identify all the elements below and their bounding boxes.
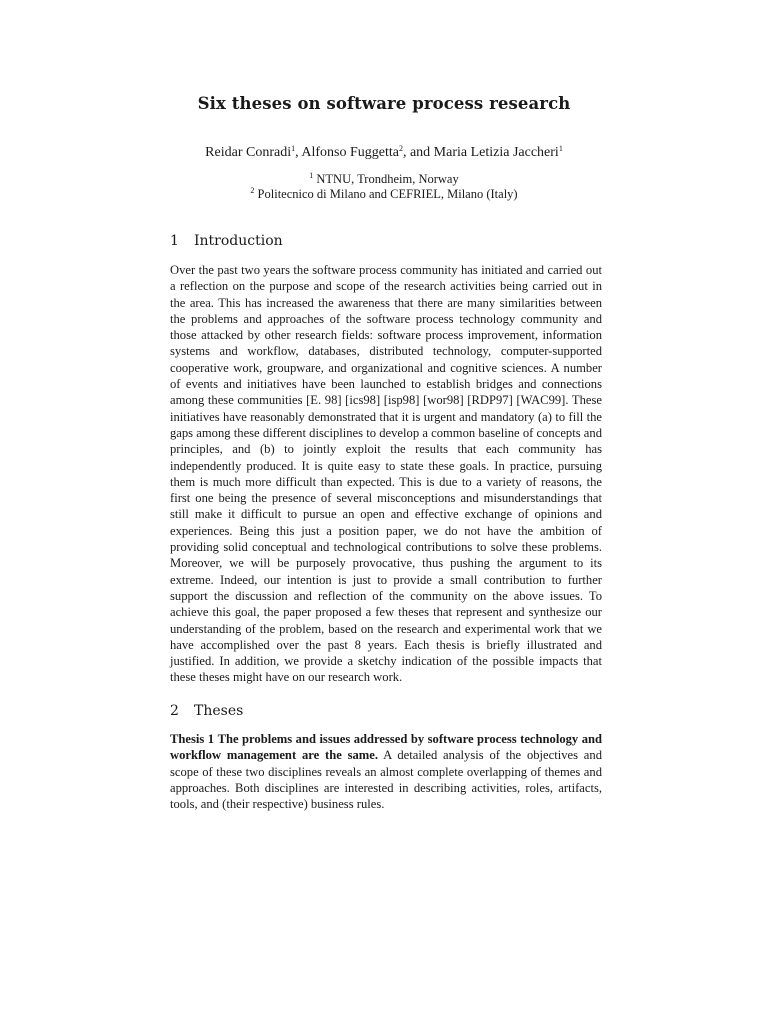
author-name: Reidar Conradi xyxy=(205,145,292,160)
section-title: Theses xyxy=(194,703,244,719)
thesis-body: A detailed analysis of the objectives and scope of these two disciplines reveals an almost complete overlapping of themes and approaches. Both disciplines are interested in describing activities, roles, artifacts, tools, and (their respective) business rules. xyxy=(170,748,602,812)
section-heading-introduction xyxy=(170,233,283,249)
author-name: Alfonso Fuggetta xyxy=(301,145,399,160)
affiliation-mark: 1 xyxy=(309,171,314,180)
affiliation-mark: 1 xyxy=(558,144,563,153)
introduction-paragraph: Over the past two years the software process community has initiated and carried out a reflection on the purpose and scope of the research activities being carried out in the area. This has increased the awareness that there are many similarities between the problems and approaches of the software process technology community and those attacked by other research fields: software process improvement, information systems and workflow, databases, distributed technology, computer-supported cooperative work, groupware, and organizational and cognitive sciences. A number of events and initiatives have been launched to establish bridges and connections among these communities [E. 98] [ics98] [isp98] [wor98] [RDP97] [WAC99]. These initiatives have reasonably demonstrated that it is urgent and mandatory (a) to fill the gaps among these different disciplines to develop a common baseline of concepts and principles, and (b) to jointly exploit the results that each community has independently produced. It is quite easy to state these goals. In practice, pursuing them is much more difficult than expected. This is due to a variety of reasons, the first one being the presence of several misconceptions and misunderstandings that still make it difficult to pursue an open and effective exchange of opinions and experiences. Being this just a position paper, we do not have the ambition of providing solid conceptual and technological contributions to solve these problems. Moreover, we will be purposely provocative, thus pushing the argument to its extreme. Indeed, our intention is just to provide a small contribution to further support the discussion and reflection of the community on the above issues. To achieve this goal, the paper proposed a few theses that represent and synthesize our understanding of the problem, based on the research and experimental work that we have accomplished over the past 8 years. Each thesis is briefly illustrated and justified. In addition, we provide a sketchy indication of the possible impacts that these theses might have on our research work. xyxy=(170,263,602,685)
paper-title: Six theses on software process research xyxy=(197,94,571,113)
affiliation-mark: 2 xyxy=(398,144,403,153)
affiliation-line xyxy=(0,172,768,187)
affiliation-mark: 1 xyxy=(291,144,296,153)
section-number: 1 xyxy=(170,233,179,249)
affiliation-line xyxy=(0,187,768,202)
section-heading-theses xyxy=(170,703,243,719)
author-separator: , xyxy=(295,145,302,160)
affiliation-mark: 2 xyxy=(250,186,255,195)
author-list xyxy=(0,145,768,161)
section-number: 2 xyxy=(170,703,179,719)
thesis-statement: The problems and issues addressed by software process technology and workflow management are the same. xyxy=(170,732,602,763)
thesis-label: Thesis 1 xyxy=(170,732,215,746)
affiliation-text: NTNU, Trondheim, Norway xyxy=(316,172,459,186)
section-title: Introduction xyxy=(194,233,283,249)
author-separator: , and xyxy=(402,145,434,160)
thesis-paragraph xyxy=(170,731,602,812)
author-name: Maria Letizia Jaccheri xyxy=(433,145,559,160)
affiliation-text: Politecnico di Milano and CEFRIEL, Milano (Italy) xyxy=(257,187,518,201)
